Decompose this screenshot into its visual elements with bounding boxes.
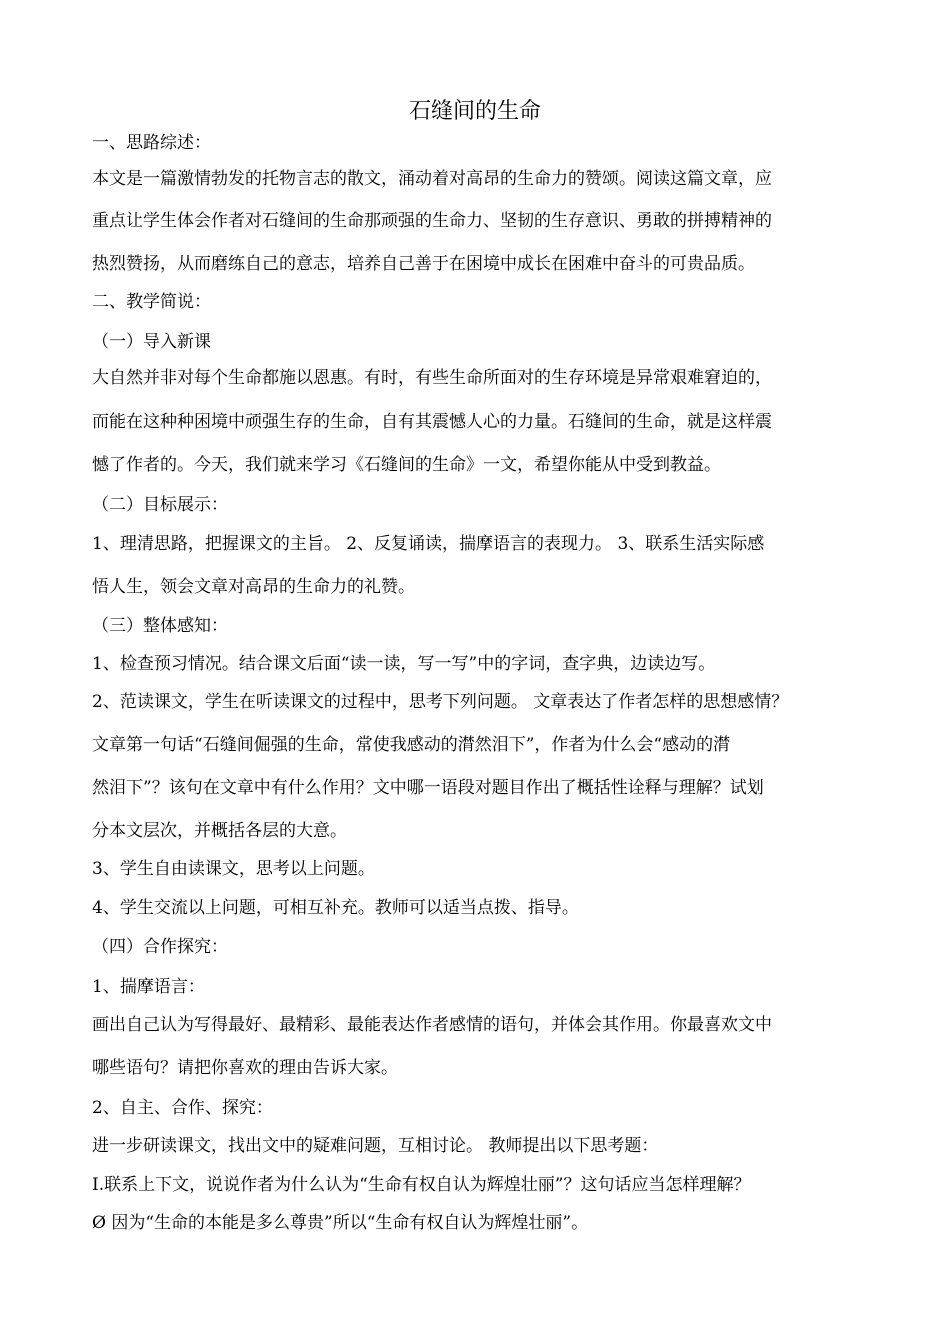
paragraph-line: 4、学生交流以上问题，可相互补充。教师可以适当点拨、指导。 (92, 898, 579, 918)
paragraph-line: 大自然并非对每个生命都施以恩惠。有时，有些生命所面对的生存环境是异常艰难窘迫的， (92, 368, 772, 388)
question-line: I.联系上下文，说说作者为什么认为“生命有权自认为辉煌壮丽”？这句话应当怎样理解？ (92, 1175, 751, 1195)
answer-line: Ø 因为“生命的本能是多么尊贵”所以“生命有权自认为辉煌壮丽”。 (92, 1213, 589, 1233)
paragraph-line: 而能在这种种困境中顽强生存的生命，自有其震憾人心的力量。石缝间的生命，就是这样震 (92, 412, 772, 432)
paragraph-line: 分本文层次，并概括各层的大意。 (92, 821, 347, 841)
paragraph-line: 然泪下”？该句在文章中有什么作用？文中哪一语段对题目作出了概括性诠释与理解？试划 (92, 778, 764, 798)
paragraph-line: 憾了作者的。今天，我们就来学习《石缝间的生命》一文，希望你能从中受到教益。 (92, 455, 721, 475)
paragraph-line: 1、检查预习情况。结合课文后面“读一读，写一写”中的字词，查字典，边读边写。 (92, 654, 716, 674)
paragraph-line: 重点让学生体会作者对石缝间的生命那顽强的生命力、坚韧的生存意识、勇敢的拼搏精神的 (92, 211, 772, 231)
paragraph-line: 进一步研读课文，找出文中的疑难问题，互相讨论。 教师提出以下思考题： (92, 1136, 659, 1156)
paragraph-line: 文章第一句话“石缝间倔强的生命，常使我感动的潸然泪下”，作者为什么会“感动的潸 (92, 735, 731, 755)
subsection-heading-intro: （一）导入新课 (92, 332, 211, 352)
paragraph-line: 2、自主、合作、探究： (92, 1098, 273, 1118)
paragraph-line: 2、范读课文，学生在听读课文的过程中，思考下列问题。 文章表达了作者怎样的思想感情？ (92, 692, 789, 712)
subsection-heading-perception: （三）整体感知： (92, 616, 228, 636)
paragraph-line: 画出自己认为写得最好、最精彩、最能表达作者感情的语句，并体会其作用。你最喜欢文中 (92, 1015, 772, 1035)
paragraph-line: 热烈赞扬，从而磨练自己的意志，培养自己善于在困境中成长在困难中奋斗的可贵品质。 (92, 254, 755, 274)
paragraph-line: 3、学生自由读课文，思考以上问题。 (92, 859, 375, 879)
paragraph-line: 悟人生，领会文章对高昂的生命力的礼赞。 (92, 577, 415, 597)
paragraph-line: 1、理清思路，把握课文的主旨。 2、反复诵读，揣摩语言的表现力。 3、联系生活实际感 (92, 534, 765, 554)
section-heading-overview: 一、思路综述： (92, 133, 211, 153)
section-heading-teaching: 二、教学简说： (92, 292, 211, 312)
paragraph-line: 本文是一篇激情勃发的托物言志的散文，涌动着对高昂的生命力的赞颂。阅读这篇文章，应 (92, 169, 772, 189)
document-title: 石缝间的生命 (408, 99, 541, 124)
subsection-heading-goals: （二）目标展示： (92, 495, 228, 515)
paragraph-line: 1、揣摩语言： (92, 977, 205, 997)
subsection-heading-explore: （四）合作探究： (92, 937, 228, 957)
paragraph-line: 哪些语句？请把你喜欢的理由告诉大家。 (92, 1058, 398, 1078)
